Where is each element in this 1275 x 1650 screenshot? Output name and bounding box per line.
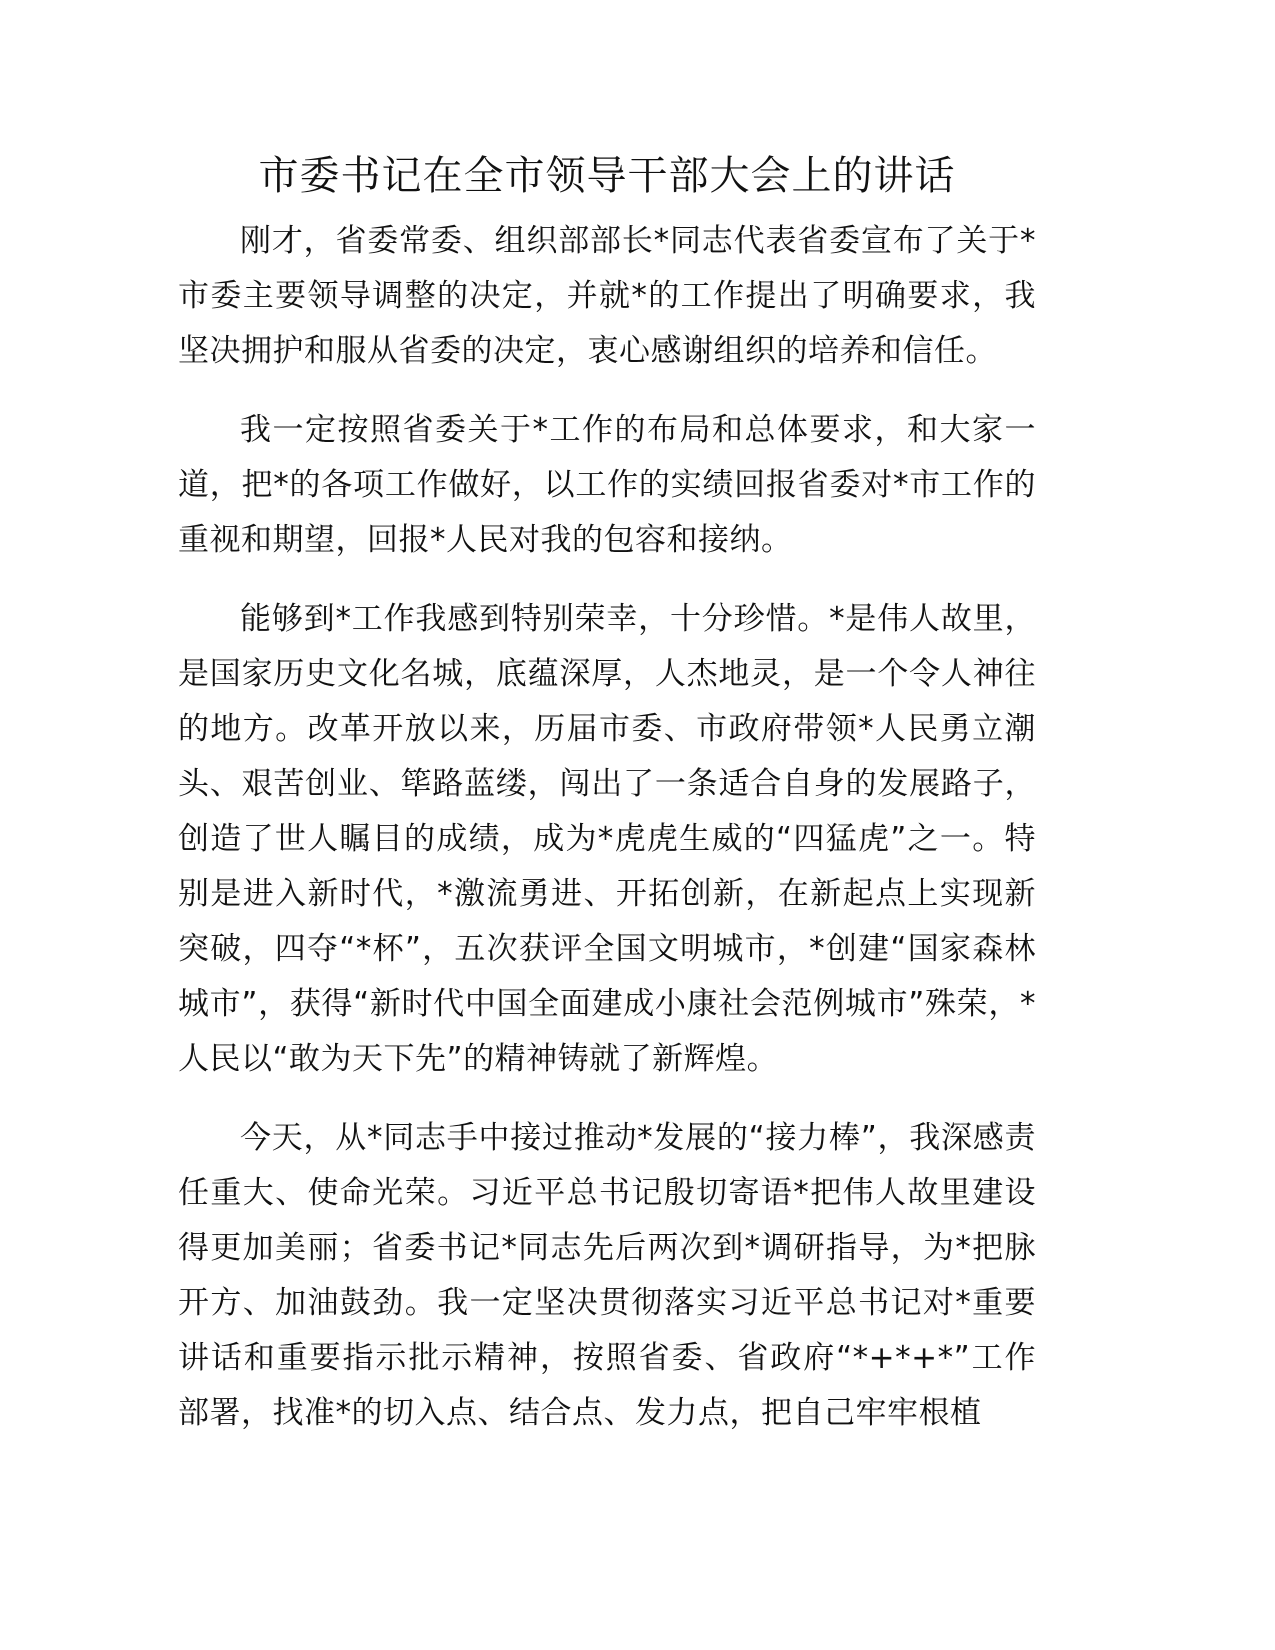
paragraph: 刚才，省委常委、组织部部长*同志代表省委宣布了关于*市委主要领导调整的决定，并就*的工作提出了明确要求，我坚决拥护和服从省委的决定，衷心感谢组织的培养和信任。 [178,223,1036,369]
paragraph: 能够到*工作我感到特别荣幸，十分珍惜。*是伟人故里，是国家历史文化名城，底蕴深厚，人杰地灵，是一个令人神往的地方。改革开放以来，历届市委、市政府带领*人民勇立潮头、艰苦创业、筚路蓝缕，闯出了一条适合自身的发展路子，创造了世人瞩目的成绩，成为*虎虎生威的“四猛虎”之一。特别是进入新时代，*激流勇进、开拓创新，在新起点上实现新突破，四夺“*杯”，五次获评全国文明城市，*创建“国家森林城市”，获得“新时代中国全面建成小康社会范例城市”殊荣，*人民以“敢为天下先”的精神铸就了新辉煌。 [178,601,1036,1077]
document-page [178,148,1036,1465]
document-title: 市委书记在全市领导干部大会上的讲话 [258,153,956,199]
paragraph: 我一定按照省委关于*工作的布局和总体要求，和大家一道，把*的各项工作做好，以工作的实绩回报省委对*市工作的重视和期望，回报*人民对我的包容和接纳。 [178,412,1036,558]
paragraph: 今天，从*同志手中接过推动*发展的“接力棒”，我深感责任重大、使命光荣。习近平总书记殷切寄语*把伟人故里建设得更加美丽；省委书记*同志先后两次到*调研指导，为*把脉开方、加油鼓劲。我一定坚决贯彻落实习近平总书记对*重要讲话和重要指示批示精神，按照省委、省政府“*+*+*”工作部署，找准*的切入点、结合点、发力点，把自己牢牢根植 [178,1120,1036,1431]
